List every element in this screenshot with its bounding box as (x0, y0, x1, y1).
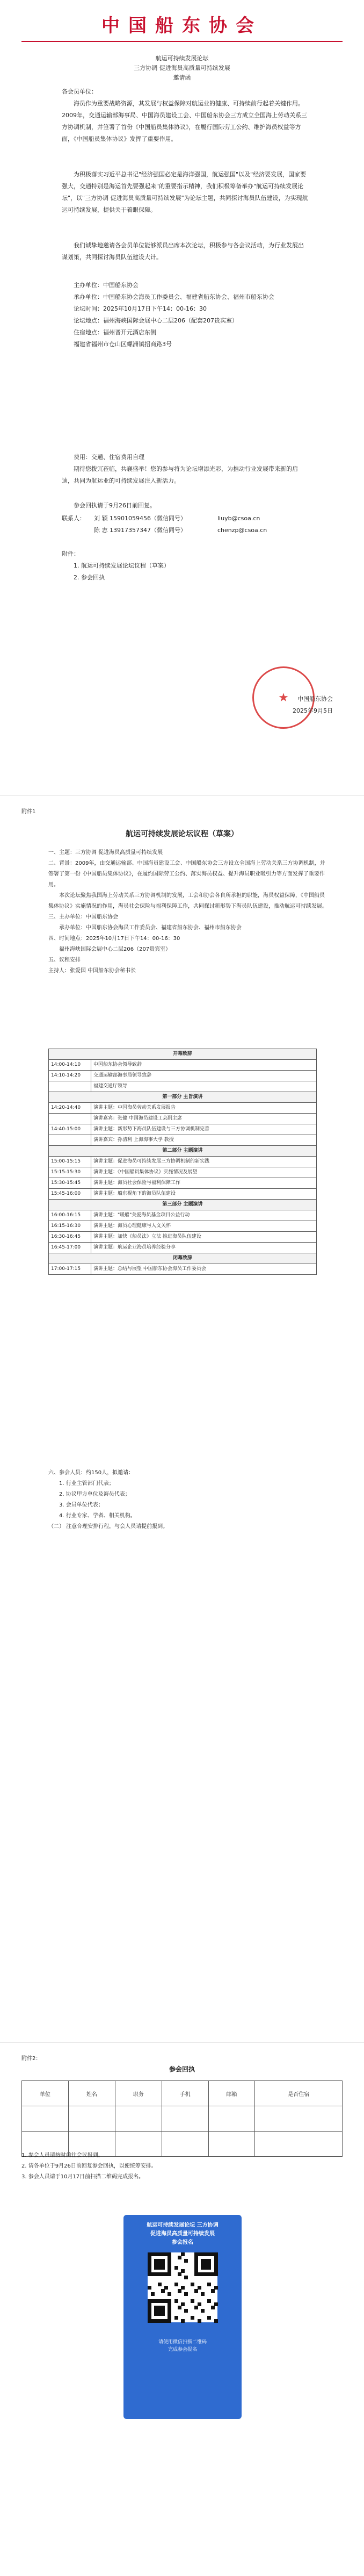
qr-module (214, 2302, 218, 2306)
agenda-section-row (49, 1049, 317, 1060)
cost-note: 费用：交通、住宿费用自理 (74, 454, 144, 461)
qr-footer-line: 完成参会报名 (168, 2347, 197, 2352)
agenda-time (49, 1135, 91, 1146)
invitation-heading: 邀请函 (173, 74, 191, 81)
qr-module (178, 2306, 181, 2309)
agenda-section-title: 第二部分 主题演讲 (49, 1146, 317, 1157)
qr-module (191, 2283, 194, 2286)
qr-module (181, 2286, 185, 2290)
agenda-time: 16:00-16:15 (49, 1210, 91, 1221)
qr-caption (123, 2221, 242, 2247)
agenda-time: 15:00-15:15 (49, 1157, 91, 1167)
registration-row[interactable] (22, 2106, 343, 2132)
agenda-row (49, 1232, 317, 1243)
header-lodging: 是否住宿 (255, 2081, 343, 2106)
detail-hotel: 住宿地点：福州晋开元酒店东侧 (74, 329, 156, 336)
agenda-row (49, 1124, 317, 1135)
attachments-label: 附件： (62, 550, 79, 557)
qr-module (194, 2306, 198, 2309)
agenda-item: 演讲主题：加快《船员法》立法 推进海员队伍建设 (91, 1232, 317, 1243)
qr-module (184, 2276, 188, 2279)
agenda-time: 14:00-14:10 (49, 1060, 91, 1071)
agenda-row (49, 1264, 317, 1275)
attendee-note: （二） 注意合理安排行程，与会人员请提前报到。 (48, 1524, 169, 1530)
qr-module (151, 2292, 155, 2296)
header-unit: 单位 (22, 2081, 69, 2106)
agenda-item: 演讲主题：新形势下海员队伍建设与三方协调机制完善 (91, 1124, 317, 1135)
agenda-time (49, 1081, 91, 1092)
paragraph-5: 参会回执请于9月26日前回复。 (74, 502, 156, 509)
header-name: 姓名 (68, 2081, 115, 2106)
star-icon: ★ (278, 691, 289, 705)
paragraph-1: 海员作为重要战略资源，其发展与权益保障对航运业的健康、可持续前行起着关键作用。2009年，交通运输部海事局、中国海员建设工会、中国船东协会三方成立全国海上劳动关系三方协调机制，并签署了首份《中国船员集体协议》，在履行国际劳工公约、维护海员权益等方面，《中国船员集体协议》发挥了重要作用。 (62, 100, 307, 142)
agenda-time: 15:45-16:00 (49, 1189, 91, 1200)
agenda-section-row (49, 1146, 317, 1157)
agenda-item: 演讲嘉宾：孙清利 上海海事大学 教授 (91, 1135, 317, 1146)
qr-module (214, 2286, 218, 2290)
agenda-row (49, 1071, 317, 1081)
agenda-title: 航运可持续发展论坛议程（草案） (126, 830, 238, 838)
agenda-item: 演讲主题："暖船"关爱海员基金项目公益行动 (91, 1210, 317, 1221)
agenda-time: 16:45-17:00 (49, 1243, 91, 1253)
qr-module (161, 2289, 165, 2293)
attachment-item: 2. 参会回执 (74, 574, 105, 581)
meeting-subtitle: 三方协调 促进海员高质量可持续发展 (134, 64, 230, 71)
attendees-heading: 六、参会人员：约150人，拟邀请： (48, 1470, 134, 1476)
contact-block (62, 513, 309, 536)
paragraph-3: 我们诚挚地邀请各会员单位能够派员出席本次论坛，积极参与各会议活动，为行业发展出谋划策，共同探讨海员队伍建设大计。 (62, 242, 304, 261)
agenda-row (49, 1114, 317, 1124)
qr-module (184, 2292, 188, 2296)
agenda-time: 14:20-14:40 (49, 1103, 91, 1114)
registration-qr-poster (123, 2215, 242, 2419)
qr-code[interactable] (148, 2252, 217, 2322)
agenda-time: 16:15-16:30 (49, 1221, 91, 1232)
agenda-row (49, 1178, 317, 1189)
qr-module (178, 2289, 181, 2293)
agenda-section-row (49, 1092, 317, 1103)
qr-module (181, 2319, 185, 2323)
agenda-item: 交通运输部海事局领导致辞 (91, 1071, 317, 1081)
agenda-co-organizer: 承办单位：中国船东协会海员工作委员会、福建省船东协会、福州市船东协会 (59, 925, 242, 931)
qr-module (174, 2316, 178, 2320)
qr-module (194, 2289, 198, 2293)
contact-email[interactable]: liuyb@csoa.cn (217, 515, 260, 522)
qr-module (207, 2316, 211, 2320)
agenda-item: 演讲嘉宾：张健 中国海员建设工会副主席 (91, 1114, 317, 1124)
agenda-section-title: 开幕致辞 (49, 1049, 317, 1060)
attachment-label: 附件1 (21, 809, 36, 815)
qr-module (207, 2283, 211, 2286)
agenda-focus: 本次论坛聚焦我国海上劳动关系三方协调机制的发展，工会和协会各自所承担的职能，海员权益保障，《中国船员集体协议》实施情况的作用，海员社会保险与福利保障工作，共同探讨新形势下海员队伍建设，推动航运可持续发展。 (48, 893, 327, 909)
qr-module (181, 2302, 185, 2306)
agenda-host: 主持人：张爱国 中国船东协会秘书长 (48, 968, 136, 974)
agenda-background: 二、背景：2009年，由交通运输部、中国海员建设工会、中国船东协会三方设立全国海上劳动关系三方协调机制，并签署了第一份《中国船员集体协议》，在履约国际劳工公约、落实海员权益、提升海员职业吸引力等方面发挥了重要作用。 (48, 860, 325, 888)
agenda-item: 演讲主题：海员心理健康与人文关怀 (91, 1221, 317, 1232)
detail-co-organizer: 承办单位：中国船东协会海员工作委员会、福建省船东协会、福州市船东协会 (74, 293, 274, 300)
contact-email[interactable]: chenzp@csoa.cn (217, 527, 267, 534)
qr-module (198, 2302, 201, 2306)
paragraph-2: 为积极落实习近平总书记"经济强国必定是海洋强国，航运强国"以及"经济要发展，国家要强大，交通特别是海运首先要强起来"的重要指示精神，我们积极筹备举办"航运可持续发展论坛"，以"三方协调 促进海员高质量可持续发展"为论坛主题，共同探讨海员队伍建设，为实现航运可持续发展，提供关于着眼保障。 (62, 171, 308, 213)
agenda-row (49, 1167, 317, 1178)
salutation: 各会员单位： (62, 88, 97, 95)
qr-module (211, 2289, 215, 2293)
agenda-row (49, 1243, 317, 1253)
registration-header-row (22, 2081, 343, 2106)
qr-module (191, 2299, 194, 2303)
qr-module (164, 2286, 168, 2290)
agenda-row (49, 1135, 317, 1146)
agenda-section-title: 闭幕致辞 (49, 1253, 317, 1264)
contact-name: 刘 颖 15901059456（微信同号） (94, 515, 186, 522)
contact-role (62, 525, 94, 536)
registration-title: 参会回执 (169, 2065, 195, 2073)
detail-address: 福建省福州市仓山区螺洲镇招商路3号 (74, 341, 172, 348)
qr-module (198, 2319, 201, 2323)
agenda-schedule-heading: 五、议程安排 (48, 957, 81, 963)
qr-module (168, 2272, 171, 2276)
attendee-item: 4. 行业专家、学者、相关机构。 (59, 1513, 136, 1519)
agenda-venue: 福州海峡国际会展中心二层206（207贵宾室） (59, 946, 171, 952)
registration-notes (21, 2150, 344, 2183)
agenda-row (49, 1103, 317, 1114)
attachments-block (62, 548, 309, 584)
agenda-section-title: 第一部分 主旨演讲 (49, 1092, 317, 1103)
qr-module (207, 2299, 211, 2303)
qr-module (207, 2266, 211, 2270)
agenda-page (0, 795, 364, 1710)
letterhead-rule (21, 41, 343, 42)
attendee-item: 2. 协议甲方单位及海员代表； (59, 1491, 130, 1497)
qr-module (174, 2283, 178, 2286)
qr-module (191, 2316, 194, 2320)
note-item: 1. 参会人员请按时前往会议报到。 (21, 2152, 104, 2158)
invitation-page (0, 0, 364, 763)
qr-footer-line: 请使用微信扫描二维码 (158, 2340, 207, 2345)
qr-module (198, 2286, 201, 2290)
qr-module (201, 2292, 205, 2296)
letterhead-title: 中国船东协会 (101, 15, 263, 37)
date: 2025年9月5日 (293, 707, 333, 714)
agenda-item: 演讲主题：中国海员劳动关系发展报告 (91, 1103, 317, 1114)
detail-organizer: 主办单位：中国船东协会 (74, 282, 139, 289)
qr-module (158, 2283, 162, 2286)
agenda-time: 15:15-15:30 (49, 1167, 91, 1178)
note-item: 3. 参会人员请于10月17日前扫描二维码完成报名。 (21, 2174, 144, 2180)
qr-caption-line: 航运可持续发展论坛 三方协调 (147, 2222, 219, 2228)
header-phone: 手机 (162, 2081, 208, 2106)
qr-module (161, 2312, 165, 2316)
contact-row (62, 513, 309, 525)
agenda-row (49, 1210, 317, 1221)
header-email: 邮箱 (208, 2081, 255, 2106)
agenda-item: 演讲主题：船东视角下的海员队伍建设 (91, 1189, 317, 1200)
attendees-block (48, 1468, 327, 1532)
agenda-row (49, 1081, 317, 1092)
qr-module (214, 2272, 218, 2276)
agenda-item: 演讲主题：航运企业海员培养经验分享 (91, 1243, 317, 1253)
agenda-item: 中国船东协会领导致辞 (91, 1060, 317, 1071)
qr-module (211, 2306, 215, 2309)
agenda-theme: 一、主题：三方协调 促进海员高质量可持续发展 (48, 850, 163, 856)
agenda-table (48, 1049, 317, 1275)
contact-name: 陈 志 13917357347（微信同号） (94, 527, 186, 534)
qr-module (178, 2256, 181, 2259)
agenda-intro (48, 848, 327, 977)
paragraph-4: 期待您拨冗莅临，共襄盛举！您的参与将为论坛增添光彩，为推动行业发展带来新的启迪，共同为航运业的可持续发展注入新活力。 (62, 465, 298, 484)
agenda-row (49, 1221, 317, 1232)
agenda-section-row (49, 1200, 317, 1210)
agenda-time: 14:40-15:00 (49, 1124, 91, 1135)
agenda-item: 演讲主题：《中国船员集体协议》实施情况及展望 (91, 1167, 317, 1178)
agenda-row (49, 1060, 317, 1071)
agenda-item: 福建交通厅领导 (91, 1081, 317, 1092)
qr-module (174, 2266, 178, 2270)
signer: 中国船东协会 (297, 695, 333, 702)
qr-module (178, 2272, 181, 2276)
attachment-item: 1. 航运可持续发展论坛议程（草案） (74, 562, 170, 569)
agenda-section-title: 第三部分 主题演讲 (49, 1200, 317, 1210)
agenda-organizer: 三、主办单位：中国船东协会 (48, 914, 118, 920)
agenda-row (49, 1157, 317, 1167)
agenda-time: 17:00-17:15 (49, 1264, 91, 1275)
attendee-item: 3. 会员单位代表； (59, 1502, 104, 1508)
contact-role: 联系人： (62, 515, 85, 522)
agenda-section-row (49, 1253, 317, 1264)
note-item: 2. 请各单位于9月26日前回复参会回执，以便统筹安排。 (21, 2163, 157, 2169)
qr-module (181, 2252, 185, 2256)
qr-footer (123, 2338, 242, 2353)
agenda-item: 演讲主题：总结与展望 中国船东协会海员工作委员会 (91, 1264, 317, 1275)
qr-module (214, 2319, 218, 2323)
qr-module (201, 2309, 205, 2313)
qr-module (168, 2292, 171, 2296)
attendee-item: 1. 行业主管部门代表； (59, 1481, 114, 1487)
qr-module (184, 2259, 188, 2263)
qr-caption-line: 促进海员高质量可持续发展 (150, 2231, 215, 2237)
qr-module (184, 2309, 188, 2313)
qr-caption-line: 参会报名 (172, 2240, 193, 2245)
contact-row (62, 525, 309, 536)
registration-table (21, 2080, 343, 2157)
detail-time: 论坛时间：2025年10月17日下午14：00-16：30 (74, 305, 207, 312)
registration-page (0, 2042, 364, 2576)
attachment-label: 附件2： (21, 2056, 41, 2062)
agenda-item: 演讲主题：促进海员可持续发展三方协调机制的新实践 (91, 1157, 317, 1167)
agenda-time: 14:10-14:20 (49, 1071, 91, 1081)
detail-venue: 论坛地点：福州海峡国际会展中心二层206（配套207贵宾室） (74, 317, 238, 324)
agenda-time: 四、时间地点：2025年10月17日下午14：00-16：30 (48, 936, 180, 942)
header-title: 职务 (115, 2081, 162, 2106)
qr-module (148, 2286, 151, 2290)
agenda-item: 演讲主题：海员社会保险与福利保障工作 (91, 1178, 317, 1189)
qr-module (161, 2266, 165, 2270)
agenda-time: 16:30-16:45 (49, 1232, 91, 1243)
qr-module (174, 2299, 178, 2303)
agenda-time: 15:30-15:45 (49, 1178, 91, 1189)
qr-module (181, 2269, 185, 2273)
event-details (62, 279, 309, 350)
agenda-row (49, 1189, 317, 1200)
qr-module (168, 2319, 171, 2323)
meeting-name: 航运可持续发展论坛 (155, 55, 209, 62)
agenda-time (49, 1114, 91, 1124)
